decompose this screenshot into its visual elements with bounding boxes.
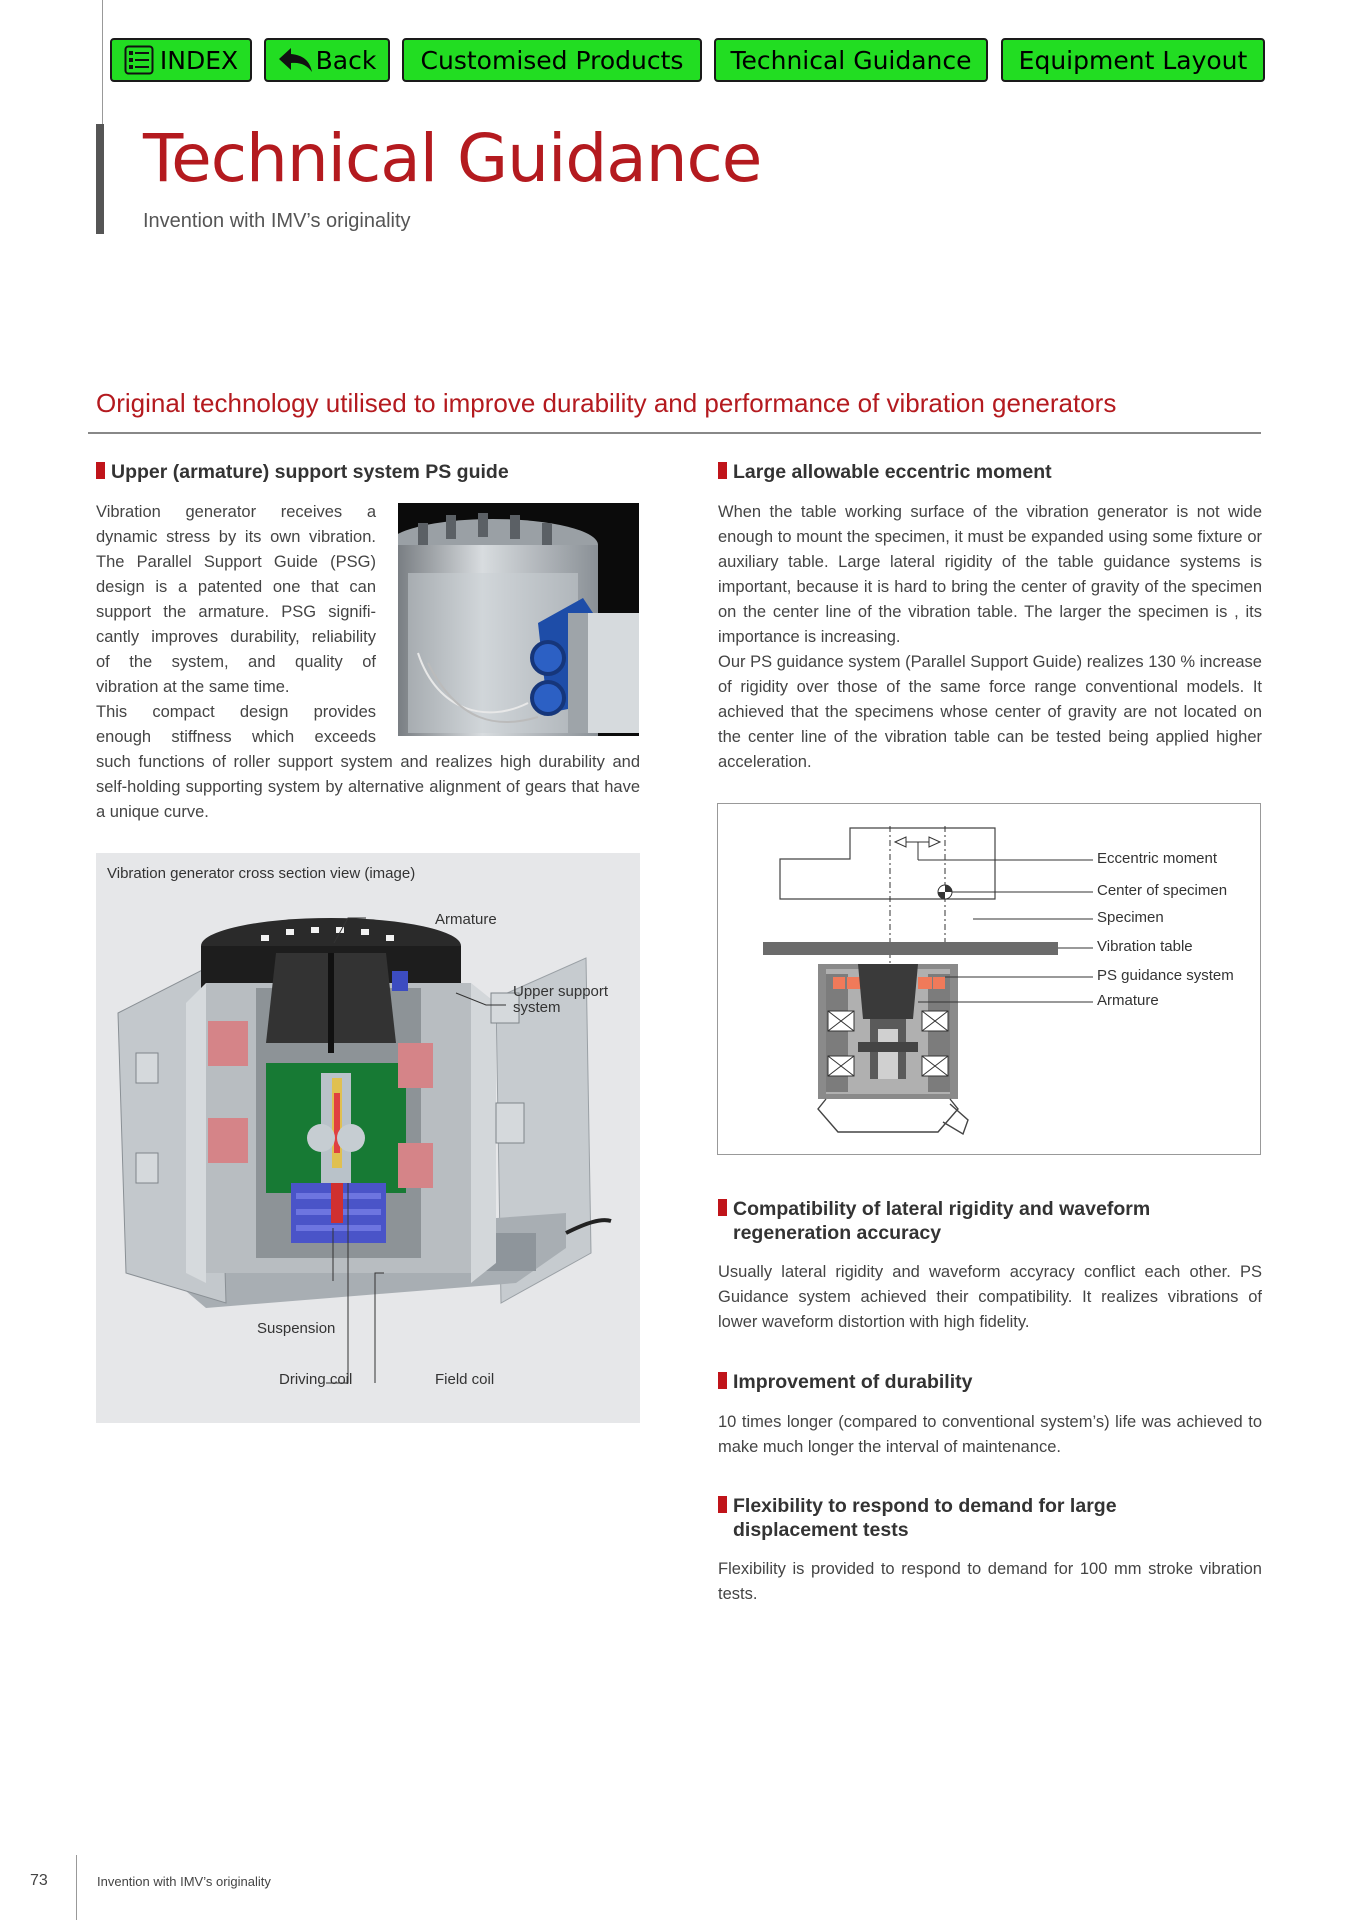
wrap-line: of the system, and quality of xyxy=(96,653,376,671)
page-subtitle: Invention with IMV’s originality xyxy=(143,210,411,232)
field-coil-label: Field coil xyxy=(435,1371,495,1388)
title-accent-bar xyxy=(96,124,104,234)
bullet-marker xyxy=(718,1372,727,1389)
headline-divider xyxy=(88,432,1261,434)
specimen-label: Specimen xyxy=(1097,909,1164,926)
durability-paragraph: 10 times longer (compared to conventional system’s) life was achieved to make much longer the interval of maintenance. xyxy=(718,1413,1262,1456)
cross-section-illustration xyxy=(96,853,640,1423)
driving-coil-label: Driving coil xyxy=(279,1371,353,1388)
upper-support-label-2: system xyxy=(513,999,561,1016)
page-number: 73 xyxy=(30,1872,48,1889)
cross-section-panel xyxy=(96,853,640,1423)
footer-text: Invention with IMV’s originality xyxy=(97,1874,271,1889)
list-icon xyxy=(124,45,154,75)
back-button[interactable] xyxy=(264,38,390,82)
wrap-line: dynamic stress by its own vibration. xyxy=(96,528,376,546)
wrap-line: support the armature. PSG signifi- xyxy=(96,603,376,621)
index-button[interactable] xyxy=(110,38,252,82)
back-label: Back xyxy=(315,45,377,75)
equipment-layout-label: Equipment Layout xyxy=(1018,45,1248,75)
eccentric-paragraph-1: When the table working surface of the vibration generator is not wide enough to mount the specimen, it must be expanded using some fixture or auxiliary table. Large lateral rigidity of the table guidance systems is important, because it is hard to bring the center of gravity of the specimen on the center line of the vibration table. The larger the specimen is , its importance is increasing. xyxy=(718,503,1262,646)
armature-label: Armature xyxy=(435,911,497,928)
flexibility-heading xyxy=(718,1494,1117,1542)
durability-heading xyxy=(718,1370,972,1394)
wrap-line: Vibration generator receives a xyxy=(96,503,376,521)
customised-products-label: Customised Products xyxy=(420,45,684,75)
ps-guidance-label: PS guidance system xyxy=(1097,967,1234,984)
vibration-table-label: Vibration table xyxy=(1097,938,1193,955)
bullet-marker xyxy=(718,1496,727,1513)
wrap-line: This compact design provides xyxy=(96,703,376,721)
flexibility-heading-line1: Flexibility to respond to demand for large xyxy=(733,1495,1117,1517)
customised-products-button[interactable] xyxy=(402,38,702,82)
compatibility-paragraph: Usually lateral rigidity and waveform accyracy conflict each other. PS Guidance system achieved their compatibility. It realizes vibrations of lower waveform distortion with high fidelity. xyxy=(718,1263,1262,1331)
compatibility-heading xyxy=(718,1197,1150,1245)
index-label: INDEX xyxy=(159,45,239,75)
bullet-marker xyxy=(718,1199,727,1216)
cross-section-caption: Vibration generator cross section view (image) xyxy=(107,865,416,882)
equipment-layout-button[interactable] xyxy=(1001,38,1265,82)
left-full-paragraph: such functions of roller support system and realizes high durability and self-holding supporting system by alternative alignment of gears that have a unique curve. xyxy=(96,753,640,821)
top-vertical-line xyxy=(102,0,103,130)
wrap-line: The Parallel Support Guide (PSG) xyxy=(96,553,376,571)
left-heading-text: Upper (armature) support system PS guide xyxy=(111,461,509,483)
compatibility-heading-line1: Compatibility of lateral rigidity and waveform xyxy=(733,1198,1151,1220)
wrap-line: design is a patented one that can xyxy=(96,578,376,596)
psg-photo xyxy=(398,503,639,736)
footer-divider xyxy=(76,1855,77,1920)
wrap-line: enough stiffness which exceeds xyxy=(96,728,376,746)
diagram-armature-label: Armature xyxy=(1097,992,1159,1009)
section-headline: Original technology utilised to improve durability and performance of vibration generators xyxy=(96,388,1117,418)
eccentric-moment-diagram xyxy=(717,803,1261,1155)
bullet-marker xyxy=(96,462,105,479)
compatibility-heading-line2: regeneration accuracy xyxy=(733,1222,942,1244)
left-wrap-paragraph xyxy=(96,500,376,750)
wrap-line: cantly improves durability, reliability xyxy=(96,628,376,646)
flexibility-paragraph: Flexibility is provided to respond to demand for 100 mm stroke vibration tests. xyxy=(718,1560,1262,1603)
wrap-line: vibration at the same time. xyxy=(96,678,290,696)
upper-support-label-1: Upper support xyxy=(513,983,609,1000)
eccentric-moment-heading xyxy=(718,460,1052,484)
eccentric-heading-text: Large allowable eccentric moment xyxy=(733,461,1052,483)
technical-guidance-label: Technical Guidance xyxy=(730,45,972,75)
technical-guidance-button[interactable] xyxy=(714,38,988,82)
center-of-specimen-label: Center of specimen xyxy=(1097,882,1228,899)
durability-heading-text: Improvement of durability xyxy=(733,1371,973,1393)
suspension-label: Suspension xyxy=(257,1320,336,1337)
page-title: Technical Guidance xyxy=(143,120,762,197)
eccentric-paragraph-2: Our PS guidance system (Parallel Support Guide) realizes 130 % increase of rigidity over those of the same force range conventional models. It achieved that the specimens whose center of gravity are not located on the center line of the vibration table can be tested being applied higher acceleration. xyxy=(718,653,1262,771)
left-section-heading xyxy=(96,460,509,484)
bullet-marker xyxy=(718,462,727,479)
back-arrow-icon xyxy=(278,46,314,74)
flexibility-heading-line2: displacement tests xyxy=(733,1519,909,1541)
eccentric-moment-label: Eccentric moment xyxy=(1097,850,1218,867)
